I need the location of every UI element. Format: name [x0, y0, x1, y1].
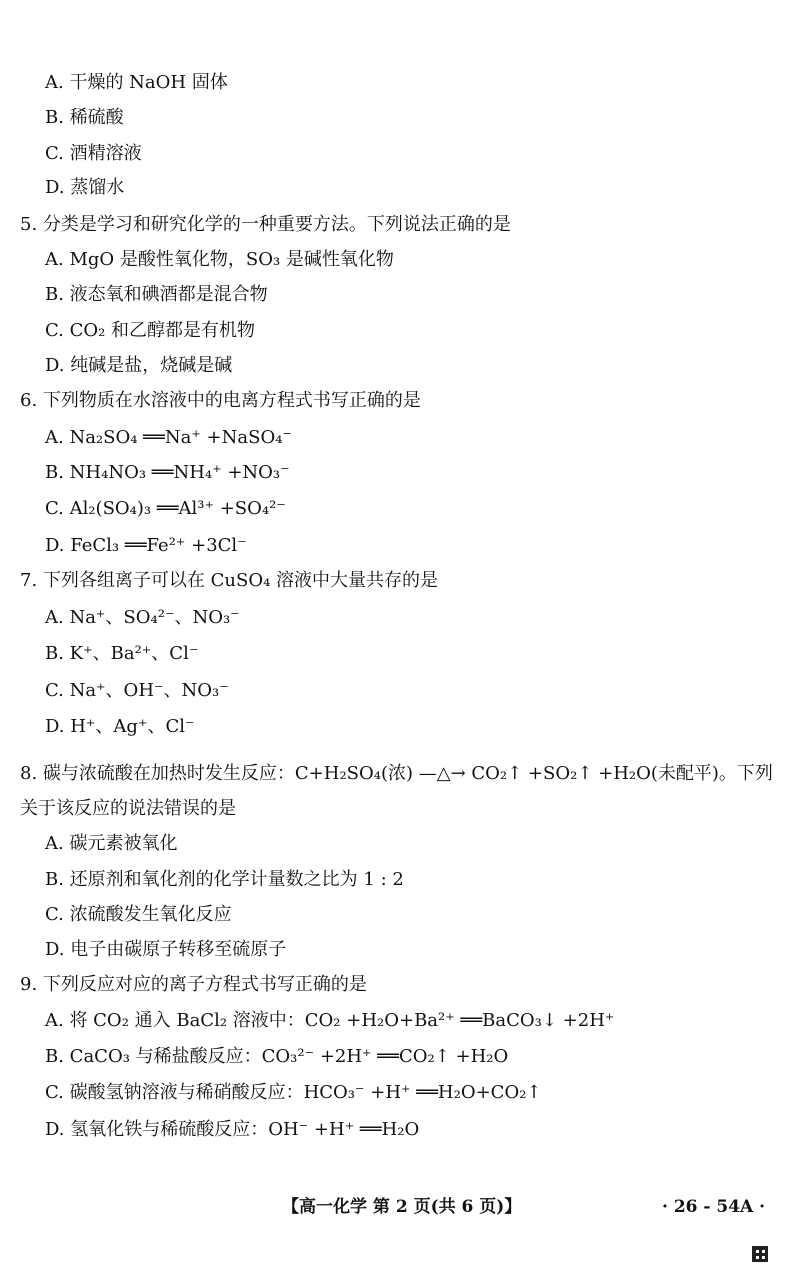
- q5-option-a: A. MgO 是酸性氧化物，SO₃ 是碱性氧化物: [45, 249, 394, 270]
- q8-stem-line1: 8. 碳与浓硫酸在加热时发生反应：C+H₂SO₄(浓) —△→ CO₂↑ +SO₂↑ +H₂O(未配平)。下列: [20, 763, 773, 784]
- q7-option-a: A. Na⁺、SO₄²⁻、NO₃⁻: [45, 607, 240, 628]
- q5-option-b: B. 液态氧和碘酒都是混合物: [45, 284, 268, 305]
- q8-stem-line2: 关于该反应的说法错误的是: [20, 798, 236, 819]
- qr-code-icon: [752, 1246, 768, 1262]
- q8-option-b: B. 还原剂和氧化剂的化学计量数之比为 1 : 2: [45, 869, 404, 890]
- q6-option-d: D. FeCl₃ ══Fe²⁺ +3Cl⁻: [45, 535, 247, 556]
- q9-option-a: A. 将 CO₂ 通入 BaCl₂ 溶液中：CO₂ +H₂O+Ba²⁺ ══BaCO₃↓ +2H⁺: [45, 1010, 615, 1031]
- q6-option-c: C. Al₂(SO₄)₃ ══Al³⁺ +SO₄²⁻: [45, 498, 286, 519]
- q9-option-c: C. 碳酸氢钠溶液与稀硝酸反应：HCO₃⁻ +H⁺ ══H₂O+CO₂↑: [45, 1082, 542, 1103]
- q4-option-b: B. 稀硫酸: [45, 107, 124, 128]
- q8-option-c: C. 浓硫酸发生氧化反应: [45, 904, 232, 925]
- q8-option-a: A. 碳元素被氧化: [45, 833, 178, 854]
- q7-option-d: D. H⁺、Ag⁺、Cl⁻: [45, 716, 195, 737]
- page-footer: 【高一化学 第 2 页(共 6 页)】: [282, 1197, 522, 1217]
- q9-stem: 9. 下列反应对应的离子方程式书写正确的是: [20, 974, 367, 995]
- q6-option-b: B. NH₄NO₃ ══NH₄⁺ +NO₃⁻: [45, 462, 290, 483]
- q4-option-c: C. 酒精溶液: [45, 143, 142, 164]
- q4-option-a: A. 干燥的 NaOH 固体: [45, 72, 228, 93]
- q9-option-d: D. 氢氧化铁与稀硫酸反应：OH⁻ +H⁺ ══H₂O: [45, 1119, 420, 1140]
- q5-stem: 5. 分类是学习和研究化学的一种重要方法。下列说法正确的是: [20, 214, 511, 235]
- q7-stem: 7. 下列各组离子可以在 CuSO₄ 溶液中大量共存的是: [20, 570, 439, 591]
- q5-option-c: C. CO₂ 和乙醇都是有机物: [45, 320, 256, 341]
- q9-option-b: B. CaCO₃ 与稀盐酸反应：CO₃²⁻ +2H⁺ ══CO₂↑ +H₂O: [45, 1046, 509, 1067]
- q5-option-d: D. 纯碱是盐，烧碱是碱: [45, 355, 233, 376]
- q6-stem: 6. 下列物质在水溶液中的电离方程式书写正确的是: [20, 390, 421, 411]
- q7-option-c: C. Na⁺、OH⁻、NO₃⁻: [45, 680, 229, 701]
- q7-option-b: B. K⁺、Ba²⁺、Cl⁻: [45, 643, 199, 664]
- q8-option-d: D. 电子由碳原子转移至硫原子: [45, 939, 287, 960]
- q6-option-a: A. Na₂SO₄ ══Na⁺ +NaSO₄⁻: [45, 427, 292, 448]
- q4-option-d: D. 蒸馏水: [45, 177, 125, 198]
- paper-code: · 26 - 54A ·: [662, 1197, 766, 1217]
